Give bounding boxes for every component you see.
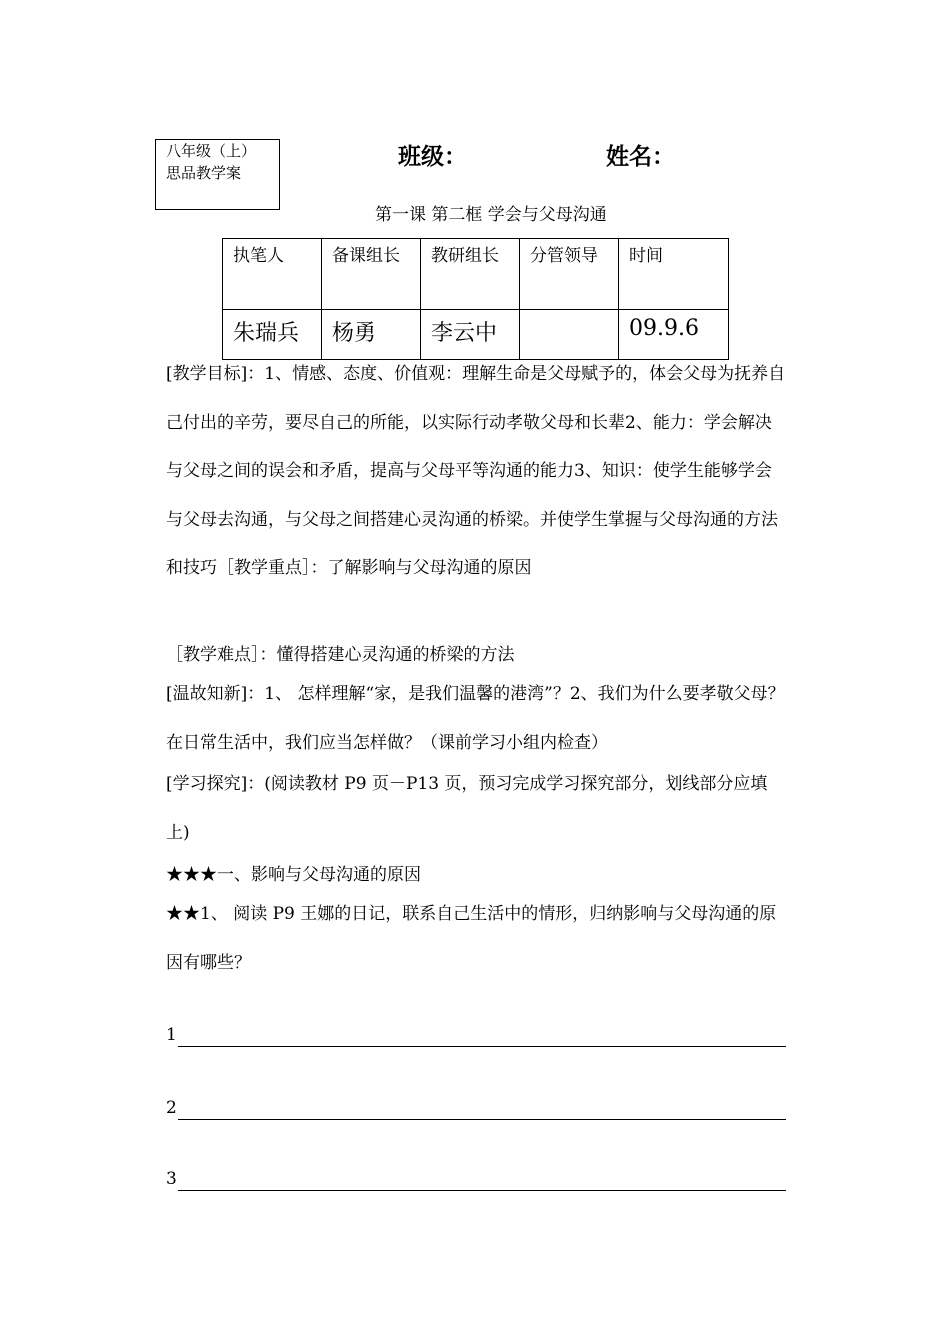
val-prep-leader: 杨勇 [322, 310, 421, 360]
answer-line-number: 1 [166, 1025, 177, 1045]
lesson-title: 第一课 第二框 学会与父母沟通 [375, 205, 607, 225]
staff-table [222, 238, 729, 360]
answer-line[interactable] [166, 1167, 786, 1191]
section-heading: ★★★一、影响与父母沟通的原因 [166, 865, 421, 885]
col-author: 执笔人 [223, 239, 322, 310]
answer-line[interactable] [166, 1096, 786, 1120]
grade-label: 八年级（上） [166, 142, 257, 160]
answer-blank[interactable] [178, 1028, 786, 1047]
col-supervisor: 分管领导 [520, 239, 619, 310]
staff-header-row [223, 239, 729, 310]
class-label: 班级： [398, 144, 467, 170]
teaching-difficulty: ［教学难点］：懂得搭建心灵沟通的桥梁的方法 [166, 645, 515, 665]
question-1: ★★1、 阅读 P9 王娜的日记，联系自己生活中的情形，归纳影响与父母沟通的原因有哪些？ [166, 904, 777, 973]
val-author: 朱瑞兵 [223, 310, 322, 360]
answer-line-number: 3 [166, 1169, 177, 1189]
answer-blank[interactable] [178, 1101, 786, 1120]
grade-course-box [155, 139, 280, 210]
answer-blank[interactable] [178, 1172, 786, 1191]
col-time: 时间 [619, 239, 729, 310]
exploration-paragraph: [学习探究]：(阅读教材 P9 页－P13 页，预习完成学习探究部分，划线部分应填上) [166, 774, 768, 843]
col-research-leader: 教研组长 [421, 239, 520, 310]
answer-line[interactable] [166, 1023, 786, 1047]
teaching-goals-paragraph: [教学目标]：1、情感、态度、价值观：理解生命是父母赋予的，体会父母为抚养自己付出的辛劳，要尽自己的所能，以实际行动孝敬父母和长辈2、能力：学会解决与父母之间的误会和矛盾，提高与父母平等沟通的能力3、知识：使学生能够学会与父母去沟通，与父母之间搭建心灵沟通的桥梁。并使学生掌握与父母沟通的方法和技巧［教学重点］：了解影响与父母沟通的原因 [166, 364, 786, 578]
review-paragraph: [温故知新]：1、 怎样理解“家，是我们温馨的港湾”？2、我们为什么要孝敬父母？在日常生活中，我们应当怎样做？（课前学习小组内检查） [166, 684, 785, 753]
name-label: 姓名： [606, 144, 675, 170]
course-label: 思品教学案 [166, 164, 242, 182]
col-prep-leader: 备课组长 [322, 239, 421, 310]
val-research-leader: 李云中 [421, 310, 520, 360]
val-time: 09.9.6 [619, 310, 729, 360]
answer-line-number: 2 [166, 1098, 177, 1118]
